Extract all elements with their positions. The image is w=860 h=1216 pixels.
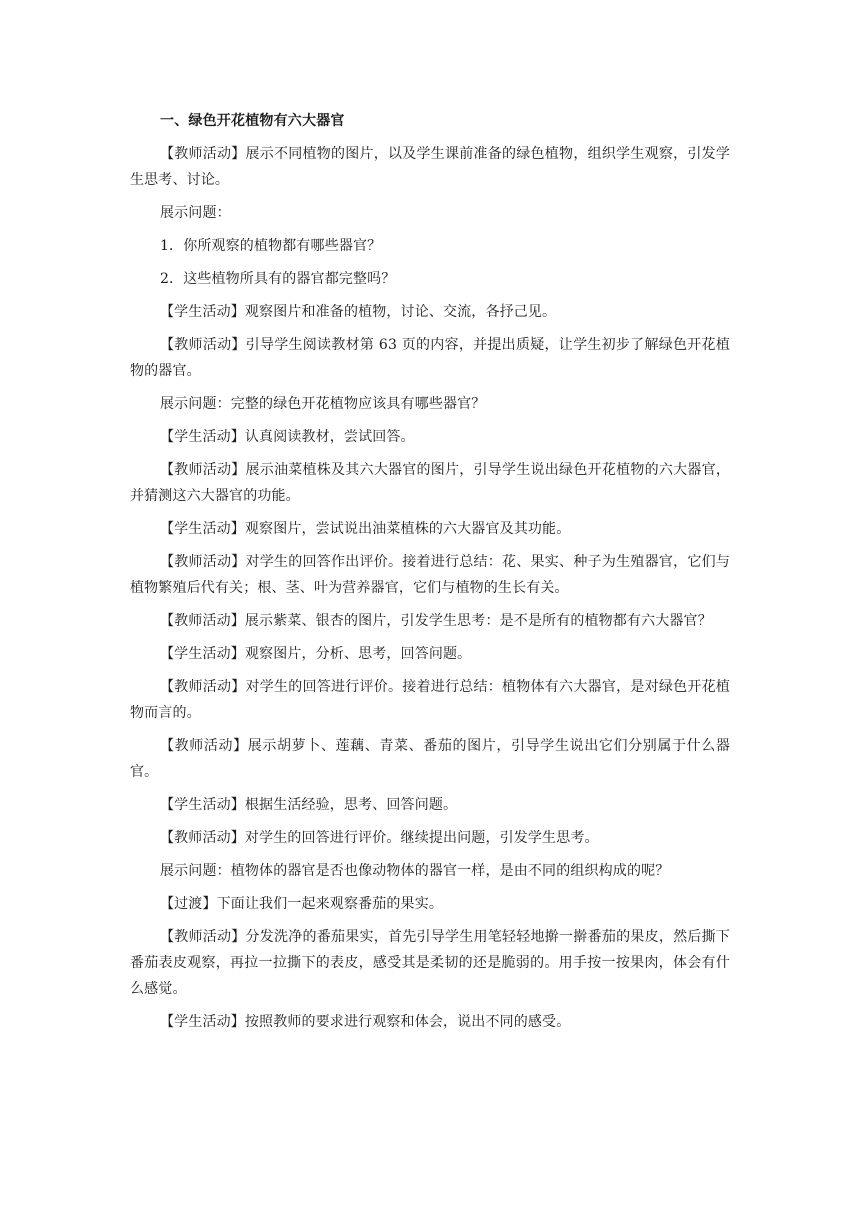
activity-tag: 【学生活动】 [160,646,245,662]
paragraph-text: 展示问题：植物体的器官是否也像动物体的器官一样，是由不同的组织构成的呢？ [160,863,670,879]
activity-tag: 【学生活动】 [160,304,245,320]
paragraph-text: 分发洗净的番茄果实，首先引导学生用笔轻轻地擀一擀番茄的果皮，然后撕下番茄表皮观察，再拉一拉撕下的表皮，感受其是柔韧的还是脆弱的。用手按一按果肉，体会有什么感觉。 [130,929,730,997]
activity-tag: 【教师活动】 [160,337,246,353]
paragraph-text: 根据生活经验，思考、回答问题。 [244,797,458,813]
activity-tag: 【教师活动】 [160,830,245,846]
paragraph [130,825,730,851]
activity-tag: 【学生活动】 [160,1014,245,1030]
paragraph [130,391,730,417]
paragraph-text: 按照教师的要求进行观察和体会，说出不同的感受。 [244,1014,571,1030]
section-heading: 一、绿色开花植物有六大器官 [160,113,345,129]
paragraph [130,733,730,785]
paragraph-text: 引导学生阅读教材第 63 页的内容，并提出质疑，让学生初步了解绿色开花植物的器官。 [130,337,730,379]
paragraph [130,424,730,450]
paragraph-text: 对学生的回答进行评价。接着进行总结：植物体有六大器官，是对绿色开花植物而言的。 [130,679,730,721]
activity-tag: 【教师活动】 [160,554,246,570]
activity-tag: 【教师活动】 [160,462,246,478]
activity-tag: 【学生活动】 [160,429,245,445]
paragraph-text: 展示胡萝卜、莲藕、青菜、番茄的图片，引导学生说出它们分别属于什么器官。 [130,738,730,780]
activity-tag: 【教师活动】 [160,146,246,162]
paragraph-text: 展示问题： [160,205,231,221]
activity-tag: 【教师活动】 [160,738,248,754]
paragraph-text: 展示紫菜、银杏的图片，引发学生思考：是不是所有的植物都有六大器官？ [244,613,712,629]
activity-tag: 【教师活动】 [160,929,246,945]
paragraph [130,608,730,634]
paragraph [130,858,730,884]
paragraph [130,266,730,292]
paragraph [130,299,730,325]
activity-tag: 【学生活动】 [160,797,245,813]
paragraph [130,891,730,917]
paragraph-text: 展示油菜植株及其六大器官的图片，引导学生说出绿色开花植物的六大器官，并猜测这六大器官的功能。 [130,462,730,504]
paragraph-text: 展示不同植物的图片，以及学生课前准备的绿色植物，组织学生观察，引发学生思考、讨论。 [130,146,730,188]
paragraph [130,641,730,667]
paragraph [130,1009,730,1035]
paragraph [130,141,730,193]
paragraph [130,516,730,542]
activity-tag: 【过渡】 [160,896,217,912]
activity-tag: 【教师活动】 [160,679,246,695]
paragraph [130,233,730,259]
paragraph [130,924,730,1002]
paragraph [130,200,730,226]
paragraph [130,792,730,818]
paragraph-text: 对学生的回答进行评价。继续提出问题，引发学生思考。 [244,830,599,846]
paragraph-text: 2．这些植物所具有的器官都完整吗？ [160,271,396,287]
activity-tag: 【教师活动】 [160,613,245,629]
paragraph [130,674,730,726]
paragraph-text: 1．你所观察的植物都有哪些器官？ [160,238,382,254]
paragraph-text: 对学生的回答作出评价。接着进行总结：花、果实、种子为生殖器官，它们与植物繁殖后代有关；根、茎、叶为营养器官，它们与植物的生长有关。 [130,554,730,596]
paragraph-text: 展示问题：完整的绿色开花植物应该具有哪些器官？ [160,396,486,412]
activity-tag: 【学生活动】 [160,521,245,537]
paragraph [130,457,730,509]
document-body [130,108,730,1042]
paragraph-text: 认真阅读教材，尝试回答。 [244,429,415,445]
paragraph-text: 观察图片，尝试说出油菜植株的六大器官及其功能。 [244,521,571,537]
paragraph-text: 观察图片和准备的植物，讨论、交流，各抒己见。 [244,304,557,320]
paragraph [130,549,730,601]
paragraph-text: 观察图片，分析、思考，回答问题。 [244,646,472,662]
paragraph [130,332,730,384]
paragraph-text: 下面让我们一起来观察番茄的果实。 [216,896,444,912]
